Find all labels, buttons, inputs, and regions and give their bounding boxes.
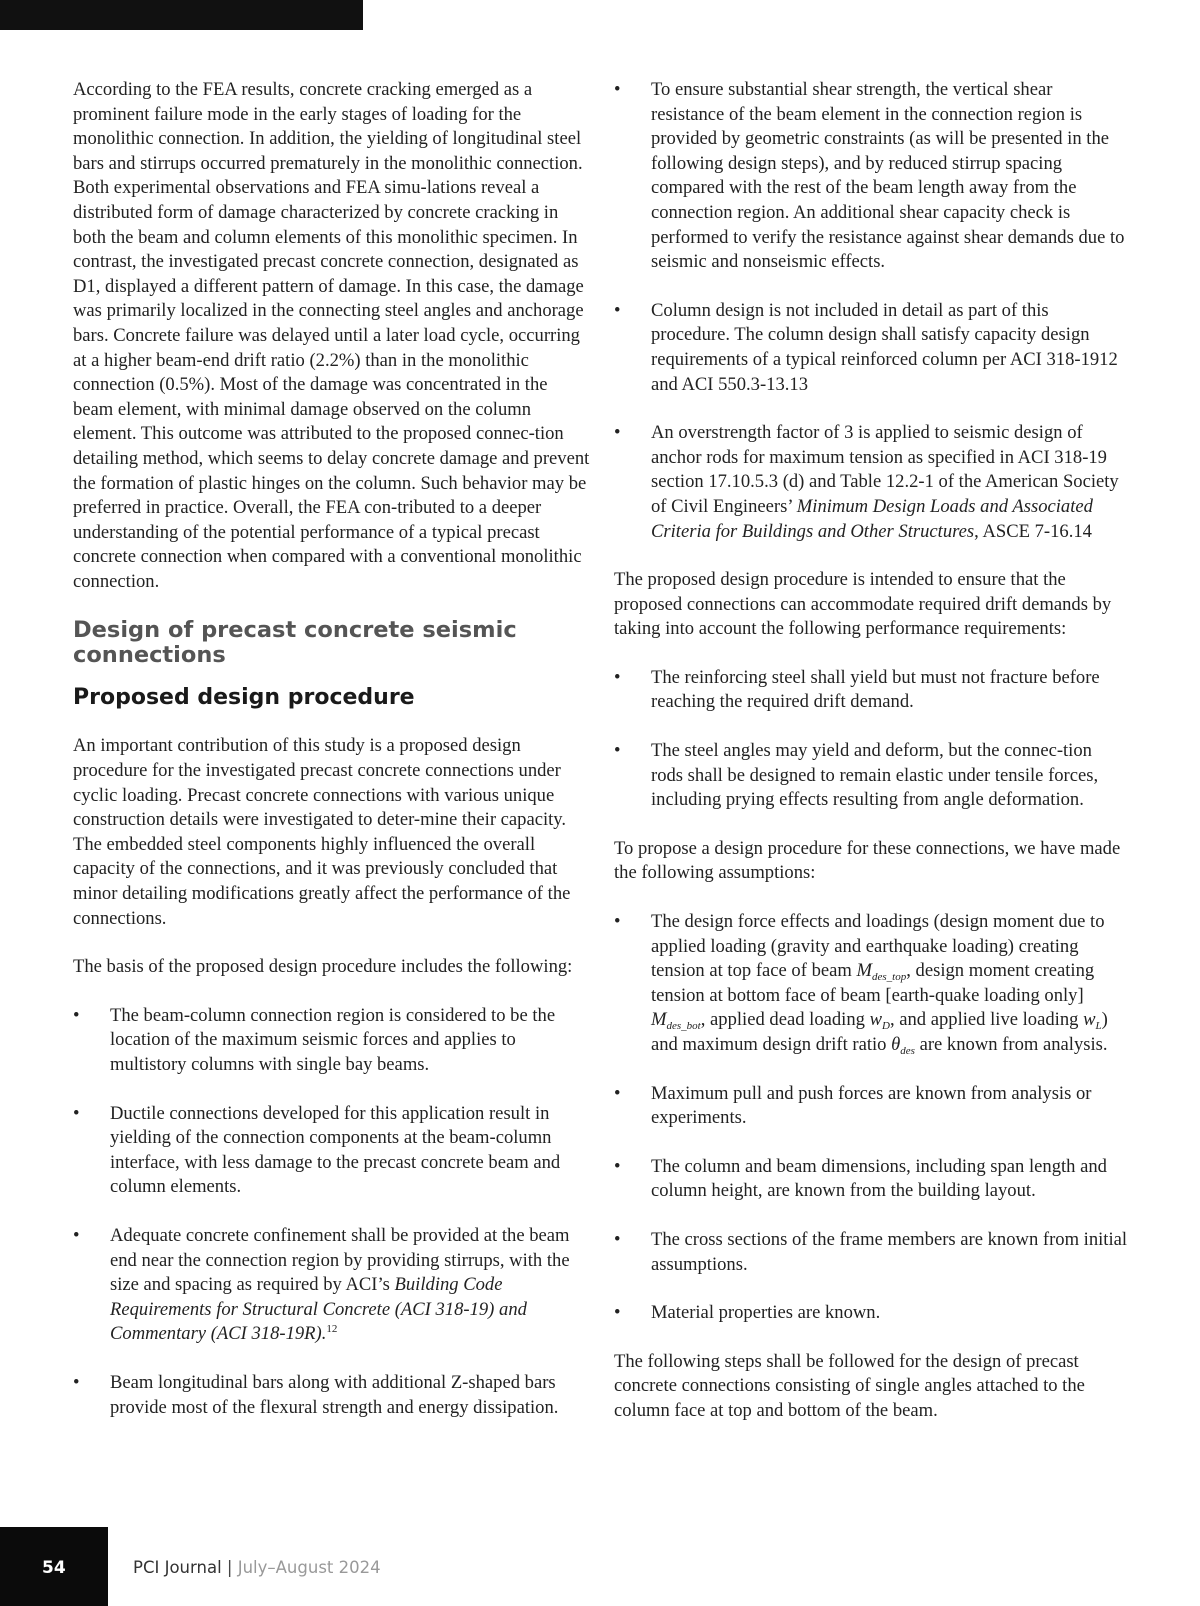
top-black-bar (0, 0, 363, 30)
list-item: • Adequate concrete confinement shall be provided at the beam end near the connection region by providing stirrups, with the size and spacing as required by ACI’s Building Code Requirements for Structural Concrete (ACI 318-19) and Commentary (ACI 318-19R).$^{12}$ (73, 1224, 591, 1347)
journal-name: PCI Journal (133, 1558, 222, 1577)
list-item: • The reinforcing steel shall yield but must not fracture before reaching the required drift demand. (614, 666, 1128, 715)
basis-paragraph: The basis of the proposed design procedure includes the following: (73, 956, 573, 978)
assumptions-paragraph: To propose a design procedure for these connections, we have made the following assumptions: (614, 837, 1121, 884)
assumptions-list (614, 910, 1128, 1326)
steps-paragraph: The following steps shall be followed for the design of precast concrete connections consisting of single angles attached to the column face at top and bottom of the beam. (614, 1350, 1085, 1421)
list-item: • Maximum pull and push forces are known from analysis or experiments. (614, 1082, 1128, 1131)
performance-paragraph: The proposed design procedure is intended to ensure that the proposed connections can accommodate required drift demands by taking into account the following performance requirements: (614, 569, 1112, 640)
reference-superscript: 12 (326, 1323, 338, 1336)
section-heading: Design of precast concrete seismic connections (73, 617, 517, 669)
basis-list-continued (614, 78, 1128, 544)
performance-list (614, 666, 1128, 813)
issue-date: July–August 2024 (237, 1558, 381, 1577)
left-column (73, 78, 591, 1444)
list-item: • Column design is not included in detail as part of this procedure. The column design shall satisfy capacity design requirements of a typical reinforced column per ACI 318-1912 and ACI 550.3-13.13 (614, 299, 1128, 397)
footer (133, 1558, 381, 1577)
footer-separator: | (226, 1558, 233, 1577)
subsection-heading: Proposed design procedure (73, 685, 415, 711)
list-item: • Material properties are known. (614, 1301, 1128, 1326)
basis-list (73, 1004, 591, 1420)
list-item: • An overstrength factor of 3 is applied to seismic design of anchor rods for maximum tension as specified in ACI 318-19 section 17.10.5.3 (d) and Table 12.2-1 of the American Society of Civil Engineers’ Minimum Design Loads and Associated Criteria for Buildings and Other Structures, ASCE 7-16.14 (614, 421, 1128, 544)
list-item: • The steel angles may yield and deform, but the connec-tion rods shall be designed to remain elastic under tensile forces, including prying effects resulting from angle deformation. (614, 739, 1128, 813)
list-item: • The beam-column connection region is considered to be the location of the maximum seismic forces and applies to multistory columns with single bay beams. (73, 1004, 591, 1078)
page-number: 54 (42, 1558, 66, 1578)
intro-paragraph: According to the FEA results, concrete cracking emerged as a prominent failure mode in the early stages of loading for the monolithic connection. In addition, the yielding of longitudinal steel bars and stirrups occurred prematurely in the monolithic connection. Both experimental observations and FEA simu-lations reveal a distributed form of damage characterized by concrete cracking in both the beam and column elements of this monolithic specimen. In contrast, the investigated precast concrete connection, designated as D1, displayed a different pattern of damage. In this case, the damage was primarily localized in the connecting steel angles and anchorage bars. Concrete failure was delayed until a later load cycle, occurring at a higher beam-end drift ratio (2.2%) than in the monolithic connection (0.5%). Most of the damage was concentrated in the beam element, with minimal damage observed on the column element. This outcome was attributed to the proposed connec-tion detailing method, which seems to delay concrete damage and prevent the formation of plastic hinges on the column. Such behavior may be preferred in practice. Overall, the FEA con-tributed to a deeper understanding of the potential performance of a typical precast concrete connection when compared with a conventional monolithic connection. (73, 79, 590, 592)
list-item: • The cross sections of the frame members are known from initial assumptions. (614, 1228, 1128, 1277)
list-item: • The design force effects and loadings (design moment due to applied loading (gravity and earthquake loading) creating tension at top face of beam $M_{des\_top}$, design moment creating tension at bottom face of beam [earth-quake loading only] $M_{des\_bot}$, applied dead loading $w_D$, and applied live loading $w_L$) and maximum design drift ratio $\theta_{des}$ are known from analysis. (614, 910, 1128, 1058)
list-item: • Ductile connections developed for this application result in yielding of the connection components at the beam-column interface, with less damage to the precast concrete beam and column elements. (73, 1102, 591, 1200)
right-column (614, 78, 1128, 1448)
contribution-paragraph: An important contribution of this study is a proposed design procedure for the investigated precast concrete connections under cyclic loading. Precast concrete connections with various unique construction details were investigated to deter-mine their capacity. The embedded steel components highly influenced the overall capacity of the connections, and it was previously concluded that minor detailing modifications greatly affect the performance of the connections. (73, 735, 571, 929)
list-item: • Beam longitudinal bars along with additional Z-shaped bars provide most of the flexural strength and energy dissipation. (73, 1371, 591, 1420)
list-item: • The column and beam dimensions, including span length and column height, are known from the building layout. (614, 1155, 1128, 1204)
list-item: • To ensure substantial shear strength, the vertical shear resistance of the beam element in the connection region is provided by geometric constraints (as will be presented in the following design steps), and by reduced stirrup spacing compared with the rest of the beam length away from the connection region. An additional shear capacity check is performed to verify the resistance against shear demands due to seismic and nonseismic effects. (614, 78, 1128, 275)
